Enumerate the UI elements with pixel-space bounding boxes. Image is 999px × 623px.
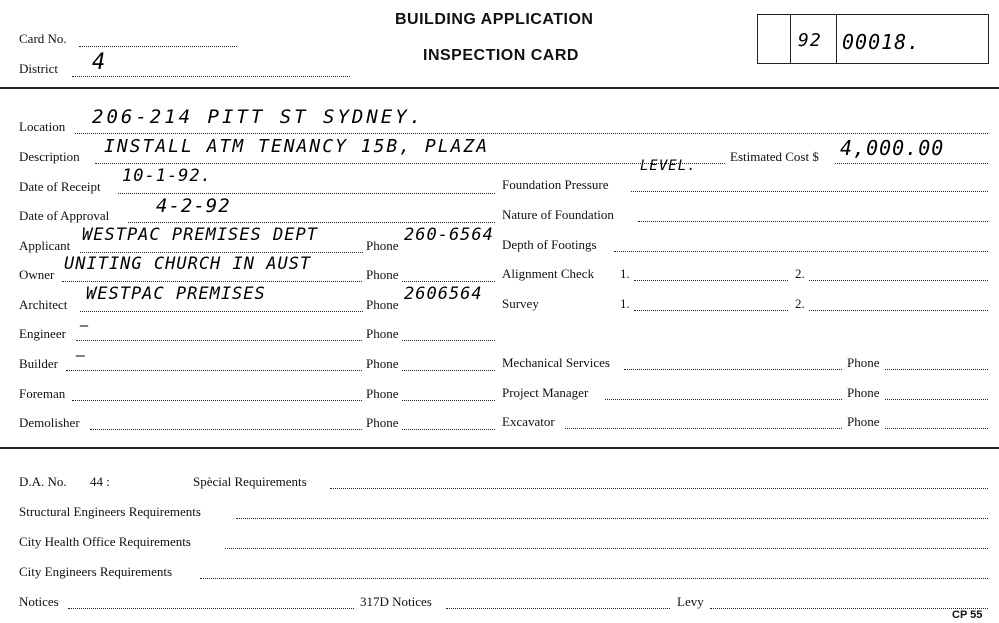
date-approval-label: Date of Approval [19, 208, 110, 223]
survey-label: Survey [502, 296, 539, 311]
ref-box-2: 00018. [842, 30, 921, 54]
health-label: City Health Office Requirements [19, 534, 191, 549]
notices-line[interactable] [68, 596, 354, 609]
mechanical-phone-line[interactable] [885, 357, 988, 370]
alignment-1-line[interactable] [634, 268, 788, 281]
owner-value: UNITING CHURCH IN AUST [64, 254, 312, 274]
card-no-label: Card No. [19, 31, 67, 46]
levy-line[interactable] [710, 596, 988, 609]
mechanical-label: Mechanical Services [502, 355, 610, 370]
builder-phone-label: Phone [366, 356, 399, 371]
applicant-phone-label: Phone [366, 238, 399, 253]
builder-label: Builder [19, 356, 58, 371]
mechanical-phone-label: Phone [847, 355, 880, 370]
survey-2-line[interactable] [809, 298, 988, 311]
district-line[interactable] [72, 64, 350, 77]
engineer-label: Engineer [19, 326, 66, 341]
nature-foundation-line[interactable] [638, 209, 988, 222]
alignment-2-line[interactable] [809, 268, 988, 281]
demolisher-line[interactable] [90, 417, 362, 430]
project-manager-phone-line[interactable] [885, 387, 988, 400]
foreman-phone-label: Phone [366, 386, 399, 401]
owner-phone-label: Phone [366, 267, 399, 282]
engineer-value: — [80, 318, 90, 334]
project-manager-phone-label: Phone [847, 385, 880, 400]
date-receipt-label: Date of Receipt [19, 179, 101, 194]
applicant-label: Applicant [19, 238, 71, 253]
foreman-label: Foreman [19, 386, 66, 401]
city-engineers-line[interactable] [200, 566, 988, 579]
architect-value: WESTPAC PREMISES [86, 284, 266, 304]
excavator-phone-line[interactable] [885, 416, 988, 429]
district-value: 4 [92, 50, 107, 75]
description-value-2: LEVEL. [640, 158, 697, 174]
depth-footings-line[interactable] [614, 239, 988, 252]
section-divider [0, 447, 999, 449]
foundation-pressure-label: Foundation Pressure [502, 177, 609, 192]
city-engineers-label: City Engineers Requirements [19, 564, 173, 579]
description-value: INSTALL ATM TENANCY 15B, PLAZA [104, 136, 490, 157]
survey-2-label: 2. [795, 296, 805, 311]
estimated-cost-value: 4,000.00 [840, 136, 945, 160]
date-receipt-value: 10-1-92. [122, 166, 212, 186]
alignment-check-label: Alignment Check [502, 266, 595, 281]
nature-foundation-label: Nature of Foundation [502, 207, 614, 222]
structural-line[interactable] [236, 506, 988, 519]
applicant-phone-value: 260-6564 [404, 225, 494, 245]
ref-box-1: 92 [798, 30, 822, 51]
depth-footings-label: Depth of Footings [502, 237, 597, 252]
survey-1-label: 1. [620, 296, 630, 311]
demolisher-label: Demolisher [19, 415, 80, 430]
demolisher-phone-label: Phone [366, 415, 399, 430]
foundation-pressure-line[interactable] [631, 179, 988, 192]
card-no-line[interactable] [79, 34, 237, 47]
excavator-line[interactable] [565, 416, 842, 429]
estimated-cost-label: Estimated Cost $ [730, 149, 819, 164]
engineer-phone-label: Phone [366, 326, 399, 341]
levy-label: Levy [677, 594, 704, 609]
excavator-phone-label: Phone [847, 414, 880, 429]
special-requirements-label: Spècial Requirements [193, 474, 307, 489]
builder-value: — [76, 346, 87, 364]
architect-phone-value: 2606564 [404, 284, 483, 304]
applicant-value: WESTPAC PREMISES DEPT [82, 225, 318, 245]
project-manager-line[interactable] [605, 387, 842, 400]
alignment-2-label: 2. [795, 266, 805, 281]
owner-phone-line[interactable] [402, 269, 495, 282]
description-label: Description [19, 149, 80, 164]
page-subtitle: INSPECTION CARD [423, 47, 579, 64]
foreman-line[interactable] [72, 388, 362, 401]
survey-1-line[interactable] [634, 298, 788, 311]
page-title: BUILDING APPLICATION [395, 11, 594, 28]
foreman-phone-line[interactable] [402, 388, 495, 401]
builder-line[interactable] [66, 358, 362, 371]
da-no-label: D.A. No. [19, 474, 67, 489]
form-code: CP 55 [952, 609, 983, 621]
da-no-value: 44 : [90, 474, 110, 489]
owner-label: Owner [19, 267, 55, 282]
location-label: Location [19, 119, 66, 134]
alignment-1-label: 1. [620, 266, 630, 281]
engineer-phone-line[interactable] [402, 328, 495, 341]
date-approval-value: 4-2-92 [156, 195, 231, 217]
notices-317d-line[interactable] [446, 596, 670, 609]
mechanical-line[interactable] [624, 357, 842, 370]
notices-317d-label: 317D Notices [360, 594, 432, 609]
engineer-line[interactable] [76, 328, 362, 341]
header-divider [0, 87, 999, 89]
notices-label: Notices [19, 594, 59, 609]
builder-phone-line[interactable] [402, 358, 495, 371]
location-value: 206-214 PITT ST SYDNEY. [92, 106, 425, 128]
special-requirements-line[interactable] [330, 476, 988, 489]
architect-label: Architect [19, 297, 68, 312]
structural-label: Structural Engineers Requirements [19, 504, 201, 519]
district-label: District [19, 61, 58, 76]
demolisher-phone-line[interactable] [402, 417, 495, 430]
excavator-label: Excavator [502, 414, 555, 429]
architect-phone-label: Phone [366, 297, 399, 312]
project-manager-label: Project Manager [502, 385, 589, 400]
health-line[interactable] [225, 536, 988, 549]
